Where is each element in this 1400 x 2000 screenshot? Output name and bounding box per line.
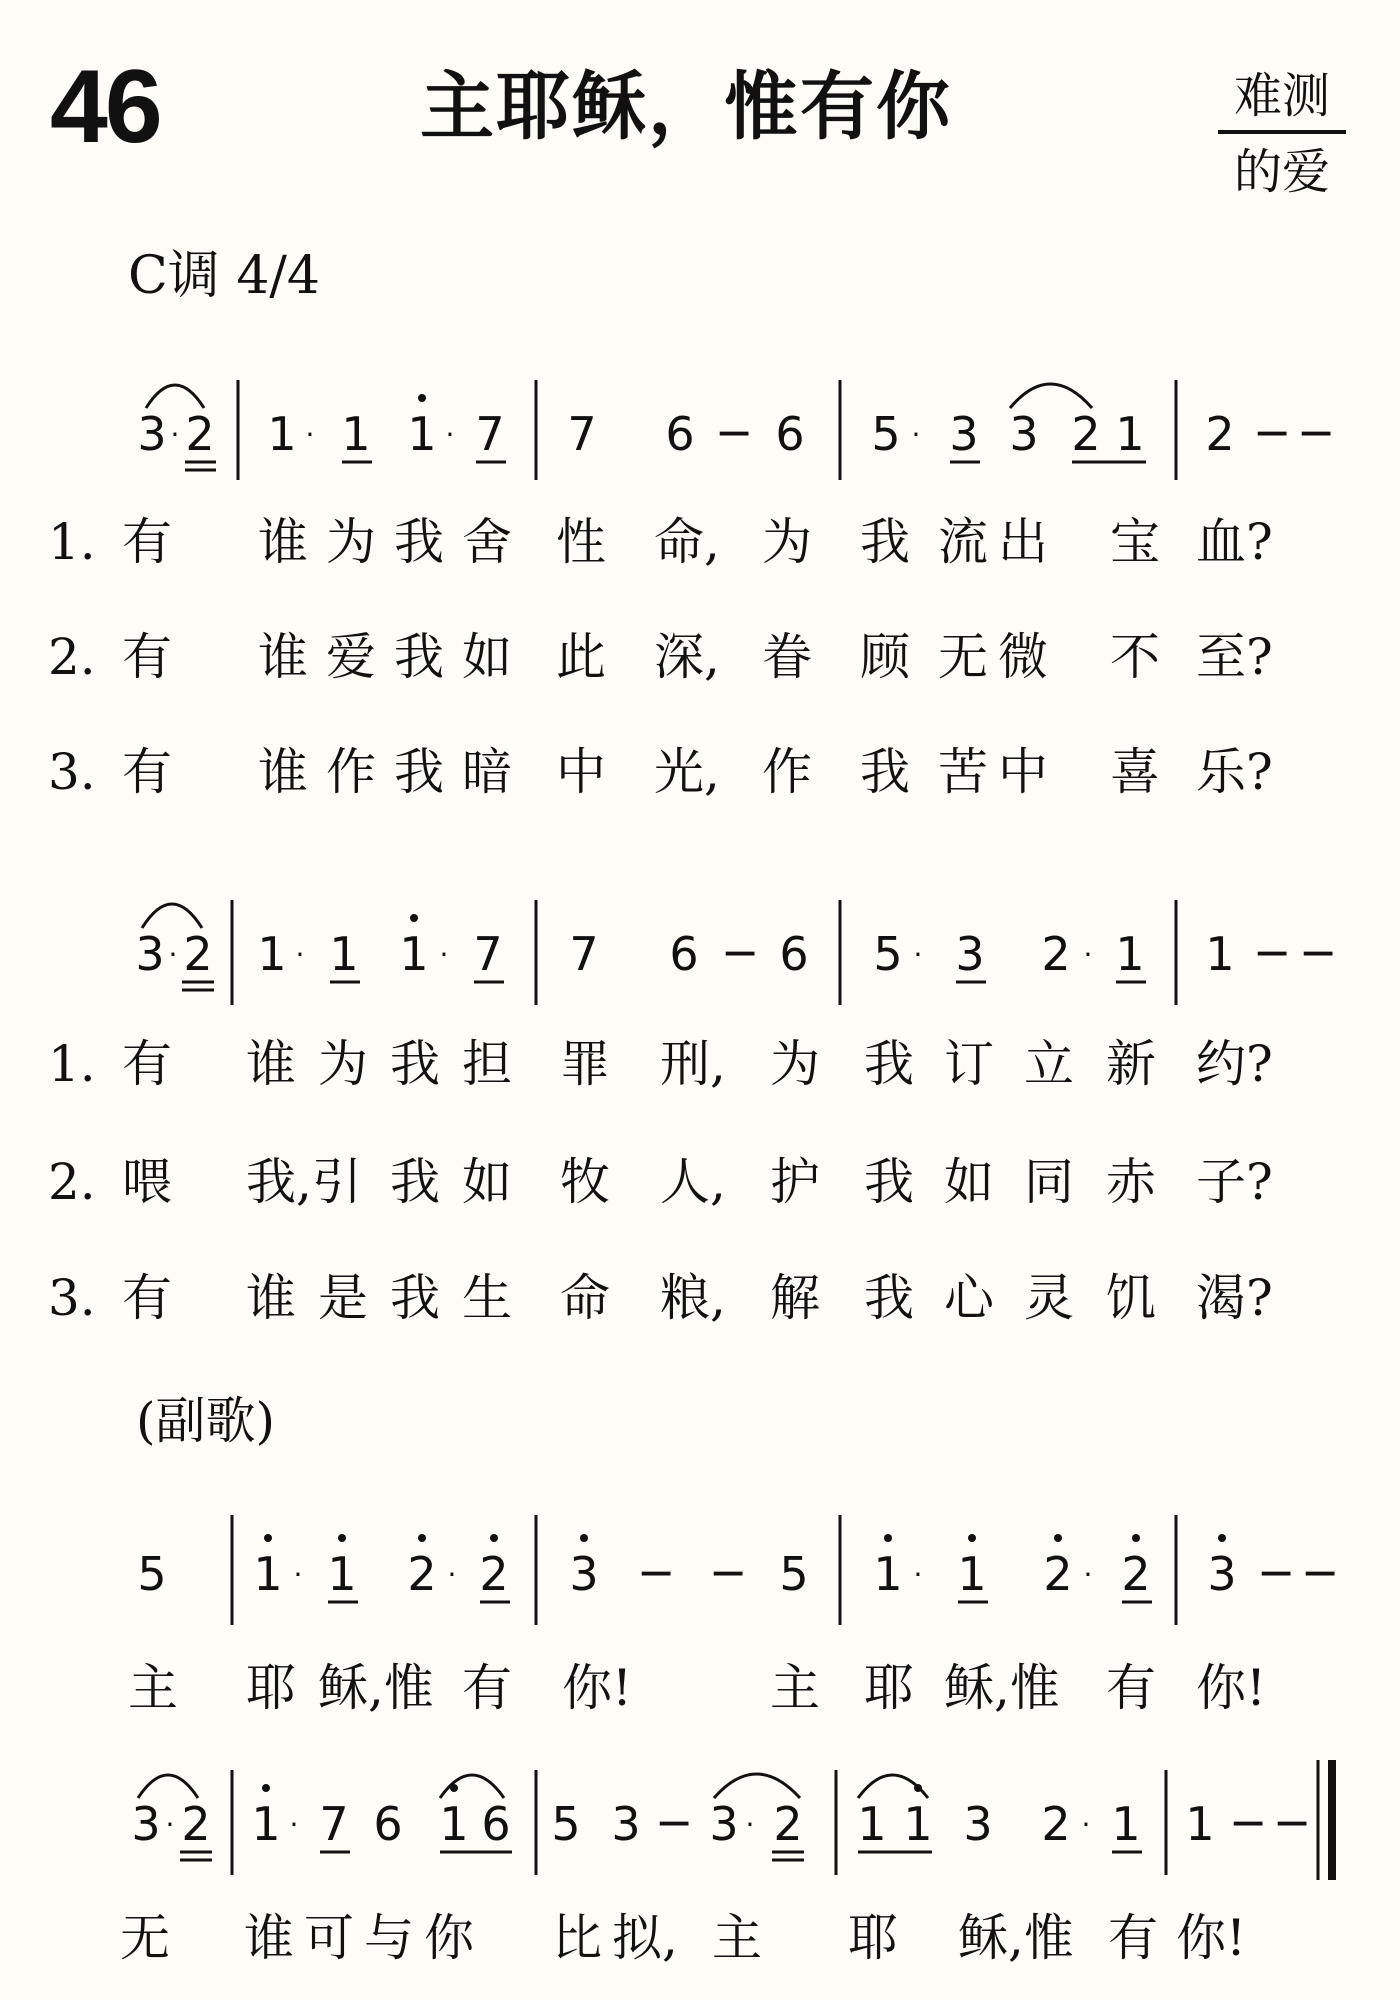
note: 1 <box>251 1797 281 1851</box>
dash: − <box>1296 405 1336 459</box>
dot: · <box>1081 1808 1091 1841</box>
note: 1 <box>1205 927 1235 981</box>
lyric-syllable: 血? <box>1196 513 1273 571</box>
slur <box>146 385 204 408</box>
dash: − <box>1272 1795 1312 1849</box>
lyric-syllable: 稣,惟 <box>958 1909 1074 1967</box>
hymn-number: 46 <box>50 49 160 165</box>
verse-number: 3. <box>48 743 96 801</box>
note: 1 <box>329 927 359 981</box>
octave-dot <box>884 1534 892 1542</box>
note: 6 <box>779 927 809 981</box>
note: 3 <box>137 407 167 461</box>
lyric-syllable: 生 <box>462 1269 512 1327</box>
lyric-syllable: 我 <box>394 513 444 571</box>
lyric-syllable: 谁 <box>246 1269 296 1327</box>
note: 1 <box>1111 1797 1141 1851</box>
note: 2 <box>1205 407 1235 461</box>
lyric-syllable: 出 <box>998 513 1048 571</box>
note: 6 <box>775 407 805 461</box>
lyric-syllable: 新 <box>1106 1035 1156 1093</box>
lyric-syllable: 渴? <box>1196 1269 1273 1327</box>
octave-dot <box>580 1534 588 1542</box>
lyric-syllable: 无 <box>938 628 988 686</box>
lyric-syllable: 苦 <box>938 743 988 801</box>
note: 5 <box>137 1547 167 1601</box>
lyric-syllable: 有 <box>462 1659 512 1717</box>
dot: · <box>168 938 178 971</box>
verse-number: 1. <box>48 1035 96 1093</box>
lyric-syllable: 如 <box>462 1153 512 1211</box>
lyric-syllable: 我 <box>860 743 910 801</box>
note: 2 <box>479 1547 509 1601</box>
octave-dot <box>264 1534 272 1542</box>
lyric-syllable: 担 <box>462 1035 512 1093</box>
octave-dot <box>418 394 426 402</box>
lyric-syllable: 赤 <box>1106 1153 1156 1211</box>
lyric-syllable: 我 <box>864 1153 914 1211</box>
lyric-syllable: 心 <box>944 1269 994 1327</box>
lyric-syllable: 比 <box>552 1909 602 1967</box>
lyric-syllable: 你! <box>1196 1659 1267 1717</box>
note: 3 <box>611 1797 641 1851</box>
lyric-syllable: 中 <box>998 743 1048 801</box>
lyric-syllable: 你 <box>424 1909 474 1967</box>
category-bottom: 的爱 <box>1233 144 1330 200</box>
lyric-syllable: 不 <box>1110 628 1160 686</box>
lyric-syllable: 暗 <box>462 743 512 801</box>
note: 1 <box>439 1797 469 1851</box>
dot: · <box>447 1558 457 1591</box>
note: 7 <box>475 407 505 461</box>
note: 1 <box>857 1797 887 1851</box>
lyric-syllable: 眷 <box>762 628 812 686</box>
lyric-syllable: 我 <box>390 1269 440 1327</box>
octave-dot <box>1054 1534 1062 1542</box>
octave-dot <box>1132 1534 1140 1542</box>
notation-line-3 <box>137 1515 1339 1625</box>
dot: · <box>170 418 180 451</box>
note: 3 <box>569 1547 599 1601</box>
lyric-syllable: 我 <box>394 628 444 686</box>
lyric-syllable: 有 <box>1106 1659 1156 1717</box>
lyric-syllable: 牧 <box>560 1153 610 1211</box>
lyric-syllable: 稣,惟 <box>944 1659 1060 1717</box>
note: 2 <box>407 1547 437 1601</box>
verse-number: 1. <box>48 513 96 571</box>
lyric-syllable: 深, <box>654 628 720 686</box>
dash: − <box>636 1545 676 1599</box>
key-signature: C调 4/4 <box>128 246 321 306</box>
lyric-syllable: 与 <box>364 1909 414 1967</box>
dash: − <box>708 1545 748 1599</box>
lyric-syllable: 罪 <box>560 1035 610 1093</box>
note: 1 <box>327 1547 357 1601</box>
lyric-syllable: 为 <box>318 1035 368 1093</box>
verse-number: 2. <box>48 1153 96 1211</box>
dot: · <box>745 1808 755 1841</box>
lyric-syllable: 至? <box>1196 628 1273 686</box>
note: 5 <box>551 1797 581 1851</box>
note: 2 <box>1071 407 1101 461</box>
lyric-syllable: 有 <box>122 1269 172 1327</box>
note: 1 <box>1115 407 1145 461</box>
lyric-syllable: 有 <box>122 1035 172 1093</box>
lyric-syllable: 耶 <box>246 1659 296 1717</box>
lyric-syllable: 光, <box>654 743 720 801</box>
lyric-syllable: 刑, <box>660 1035 726 1093</box>
dash: − <box>1228 1795 1268 1849</box>
lyric-syllable: 谁 <box>258 628 308 686</box>
lyric-syllable: 耶 <box>864 1659 914 1717</box>
lyric-syllable: 订 <box>944 1035 994 1093</box>
slur <box>1010 384 1092 408</box>
octave-dot <box>410 914 418 922</box>
note: 3 <box>709 1797 739 1851</box>
note: 1 <box>407 407 437 461</box>
lyric-syllable: 拟, <box>612 1909 678 1967</box>
dot: · <box>911 418 921 451</box>
lyric-syllable: 有 <box>122 628 172 686</box>
note: 1 <box>873 1547 903 1601</box>
verse-number: 2. <box>48 628 96 686</box>
dot: · <box>1083 1558 1093 1591</box>
lyric-syllable: 饥 <box>1106 1269 1156 1327</box>
note: 3 <box>955 927 985 981</box>
lyric-syllable: 灵 <box>1024 1269 1074 1327</box>
lyric-syllable: 我 <box>864 1035 914 1093</box>
note: 3 <box>963 1797 993 1851</box>
lyric-syllable: 为 <box>770 1035 820 1093</box>
octave-dot <box>914 1784 922 1792</box>
note: 2 <box>1041 927 1071 981</box>
note: 3 <box>949 407 979 461</box>
lyric-syllable: 性 <box>556 513 606 571</box>
lyric-syllable: 护 <box>770 1153 820 1211</box>
lyric-syllable: 喜 <box>1110 743 1160 801</box>
dot: · <box>913 1558 923 1591</box>
note: 1 <box>267 407 297 461</box>
dot: · <box>439 938 449 971</box>
dash: − <box>1252 925 1292 979</box>
note: 2 <box>1121 1547 1151 1601</box>
slur <box>440 1775 504 1798</box>
lyric-syllable: 主 <box>712 1909 762 1967</box>
dot: · <box>165 1808 175 1841</box>
note: 3 <box>135 927 165 981</box>
octave-dot <box>450 1784 458 1792</box>
note: 1 <box>253 1547 283 1601</box>
lyric-syllable: 我 <box>390 1153 440 1211</box>
lyric-syllable: 为 <box>326 513 376 571</box>
lyric-syllable: 稣,惟 <box>318 1659 434 1717</box>
octave-dot <box>490 1534 498 1542</box>
lyric-syllable: 可 <box>304 1909 354 1967</box>
lyric-syllable: 舍 <box>462 513 512 571</box>
lyric-syllable: 作 <box>762 743 812 801</box>
slur <box>714 1774 800 1798</box>
note: 5 <box>779 1547 809 1601</box>
lyric-syllable: 主 <box>128 1659 178 1717</box>
note: 1 <box>1115 927 1145 981</box>
note: 7 <box>473 927 503 981</box>
lyric-syllable: 爱 <box>326 628 376 686</box>
dash: − <box>1300 1545 1340 1599</box>
note: 2 <box>773 1797 803 1851</box>
note: 3 <box>131 1797 161 1851</box>
note: 3 <box>1207 1547 1237 1601</box>
octave-dot <box>1218 1534 1226 1542</box>
note: 2 <box>1041 1797 1071 1851</box>
note: 2 <box>183 927 213 981</box>
dot: · <box>1083 938 1093 971</box>
lyric-syllable: 谁 <box>244 1909 294 1967</box>
lyric-syllable: 喂 <box>122 1153 172 1211</box>
dot: · <box>445 418 455 451</box>
note: 3 <box>1009 407 1039 461</box>
lyric-syllable: 立 <box>1024 1035 1074 1093</box>
hymn-title: 主耶稣，惟有你 <box>420 64 952 150</box>
note: 7 <box>319 1797 349 1851</box>
note: 7 <box>567 407 597 461</box>
lyric-syllable: 乐? <box>1196 743 1273 801</box>
dash: − <box>1256 1545 1296 1599</box>
dash: − <box>720 925 760 979</box>
lyric-syllable: 我 <box>864 1269 914 1327</box>
dash: − <box>1252 405 1292 459</box>
lyric-syllable: 为 <box>762 513 812 571</box>
slur <box>142 904 202 928</box>
lyric-syllable: 我 <box>390 1035 440 1093</box>
lyric-syllable: 我 <box>394 743 444 801</box>
lyric-syllable: 我 <box>860 513 910 571</box>
octave-dot <box>262 1784 270 1792</box>
lyric-syllable: 中 <box>556 743 606 801</box>
note: 6 <box>669 927 699 981</box>
lyric-syllable: 人, <box>660 1153 726 1211</box>
lyric-syllable: 此 <box>556 628 606 686</box>
dot: · <box>293 1558 303 1591</box>
lyric-syllable: 谁 <box>258 743 308 801</box>
note: 6 <box>373 1797 403 1851</box>
lyric-syllable: 流 <box>938 513 988 571</box>
lyric-syllable: 主 <box>770 1659 820 1717</box>
lyric-syllable: 顾 <box>860 628 910 686</box>
lyric-syllable: 如 <box>944 1153 994 1211</box>
category-top: 难测 <box>1218 72 1346 134</box>
lyric-syllable: 谁 <box>246 1035 296 1093</box>
lyric-syllable: 有 <box>1108 1909 1158 1967</box>
dash: − <box>654 1795 694 1849</box>
dot: · <box>305 418 315 451</box>
lyric-syllable: 同 <box>1024 1153 1074 1211</box>
lyric-syllable: 你! <box>562 1659 633 1717</box>
note: 2 <box>185 407 215 461</box>
lyric-syllable: 你! <box>1176 1909 1247 1967</box>
lyric-syllable: 我,引 <box>246 1153 362 1211</box>
octave-dot <box>338 1534 346 1542</box>
lyric-syllable: 微 <box>998 628 1048 686</box>
notation-line-4 <box>131 1760 1332 1880</box>
octave-dot <box>968 1534 976 1542</box>
lyric-syllable: 谁 <box>258 513 308 571</box>
dot: · <box>913 938 923 971</box>
note: 6 <box>481 1797 511 1851</box>
lyric-syllable: 子? <box>1196 1153 1273 1211</box>
note: 1 <box>341 407 371 461</box>
dash: − <box>714 405 754 459</box>
note: 1 <box>903 1797 933 1851</box>
note: 2 <box>1043 1547 1073 1601</box>
lyric-syllable: 有 <box>122 743 172 801</box>
dot: · <box>289 1808 299 1841</box>
lyric-syllable: 无 <box>120 1909 170 1967</box>
lyric-syllable: 粮, <box>660 1269 726 1327</box>
note: 7 <box>569 927 599 981</box>
notation-line-1 <box>137 380 1335 480</box>
dash: − <box>1298 925 1338 979</box>
notation-line-2 <box>135 900 1337 1005</box>
note: 5 <box>873 927 903 981</box>
note: 1 <box>1185 1797 1215 1851</box>
slur <box>138 1775 198 1798</box>
lyric-syllable: 作 <box>326 743 376 801</box>
lyric-syllable: 如 <box>462 628 512 686</box>
lyric-syllable: 耶 <box>848 1909 898 1967</box>
note: 1 <box>257 927 287 981</box>
lyric-syllable: 宝 <box>1110 513 1160 571</box>
lyric-syllable: 有 <box>122 513 172 571</box>
lyric-syllable: 是 <box>318 1269 368 1327</box>
note: 5 <box>871 407 901 461</box>
chorus-label: (副歌) <box>136 1392 276 1450</box>
dot: · <box>295 938 305 971</box>
note: 1 <box>957 1547 987 1601</box>
lyric-syllable: 解 <box>770 1269 820 1327</box>
note: 2 <box>181 1797 211 1851</box>
lyric-syllable: 约? <box>1196 1035 1273 1093</box>
lyric-syllable: 命 <box>560 1269 610 1327</box>
note: 1 <box>399 927 429 981</box>
verse-number: 3. <box>48 1269 96 1327</box>
lyric-syllable: 命, <box>654 513 720 571</box>
note: 6 <box>665 407 695 461</box>
octave-dot <box>418 1534 426 1542</box>
